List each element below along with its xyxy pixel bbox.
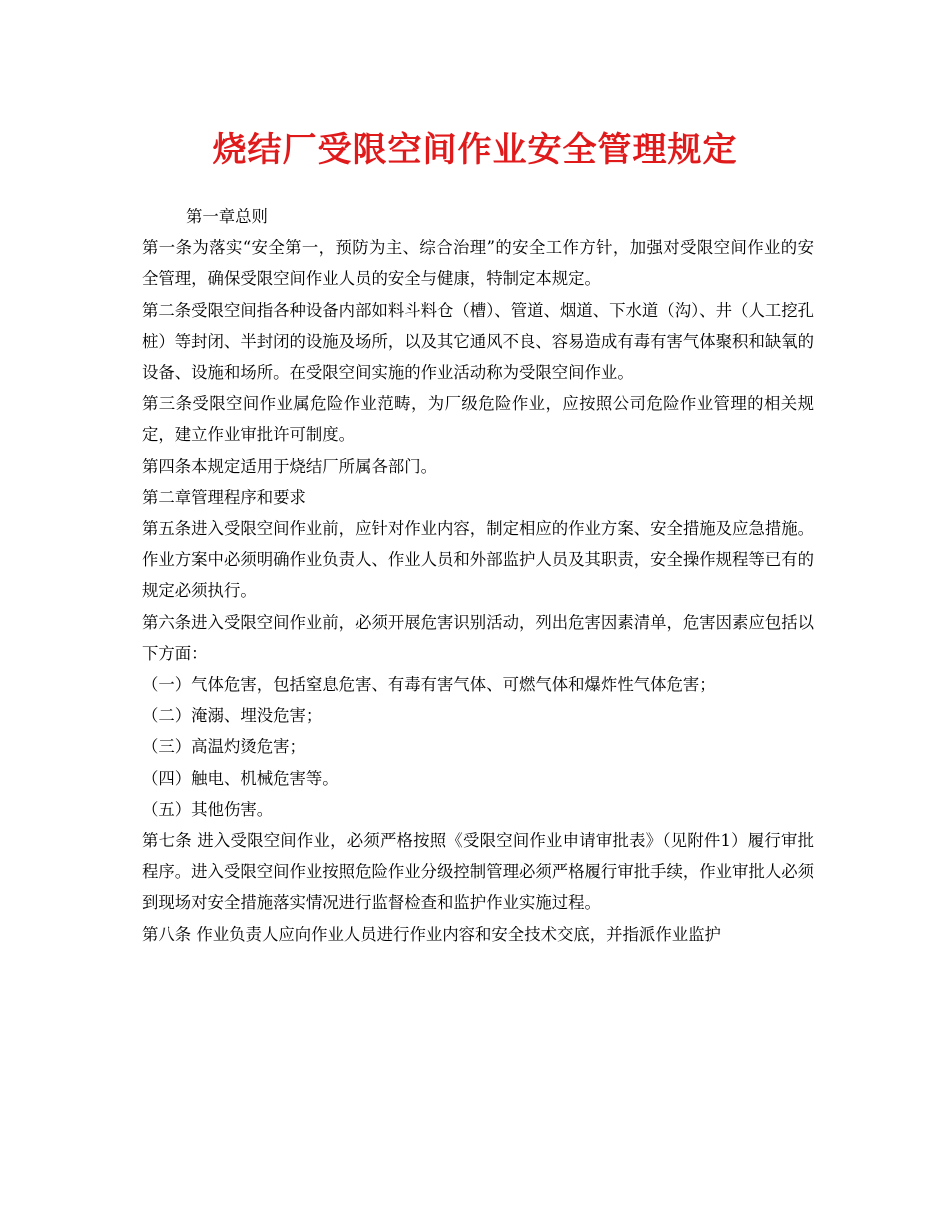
article-paragraph: 第五条进入受限空间作业前，应针对作业内容，制定相应的作业方案、安全措施及应急措施。作业方案中必须明确作业负责人、作业人员和外部监护人员及其职责，安全操作规程等已有的规定必须执行。 bbox=[142, 519, 815, 601]
chapter-heading: 第二章管理程序和要求 bbox=[142, 487, 306, 507]
article-paragraph: 第三条受限空间作业属危险作业范畴，为厂级危险作业，应按照公司危险作业管理的相关规定，建立作业审批许可制度。 bbox=[142, 394, 814, 445]
article-paragraph: 第七条 进入受限空间作业，必须严格按照《受限空间作业申请审批表》（见附件1）履行审批程序。进入受限空间作业按照危险作业分级控制管理必须严格履行审批手续，作业审批人必须到现场对安全措施落实情况进行监督检查和监护作业实施过程。 bbox=[142, 831, 815, 913]
list-item: （四）触电、机械危害等。 bbox=[142, 768, 339, 788]
article-paragraph: 第二条受限空间指各种设备内部如料斗料仓（槽）、管道、烟道、下水道（沟）、井（人工挖孔桩）等封闭、半封闭的设施及场所，以及其它通风不良、容易造成有毒有害气体聚积和缺氧的设备、设施和场所。在受限空间实施的作业活动称为受限空间作业。 bbox=[142, 300, 815, 383]
list-item: （五）其他伤害。 bbox=[142, 799, 274, 819]
document-body bbox=[142, 201, 814, 950]
article-paragraph: 第一条为落实“安全第一，预防为主、综合治理”的安全工作方针，加强对受限空间作业的安全管理，确保受限空间作业人员的安全与健康，特制定本规定。 bbox=[142, 238, 814, 289]
article-paragraph: 第六条进入受限空间作业前，必须开展危害识别活动，列出危害因素清单，危害因素应包括以下方面： bbox=[142, 612, 815, 663]
article-paragraph: 第四条本规定适用于烧结厂所属各部门。 bbox=[142, 456, 438, 476]
chapter-heading: 第一章总则 bbox=[186, 207, 268, 226]
document-title: 烧结厂受限空间作业安全管理规定 bbox=[212, 130, 738, 170]
list-item: （二）淹溺、埋没危害； bbox=[142, 706, 323, 726]
list-item: （一）气体危害，包括窒息危害、有毒有害气体、可燃气体和爆炸性气体危害； bbox=[142, 675, 716, 695]
article-paragraph: 第八条 作业负责人应向作业人员进行作业内容和安全技术交底，并指派作业监护 bbox=[142, 924, 721, 944]
list-item: （三）高温灼烫危害； bbox=[142, 737, 306, 757]
